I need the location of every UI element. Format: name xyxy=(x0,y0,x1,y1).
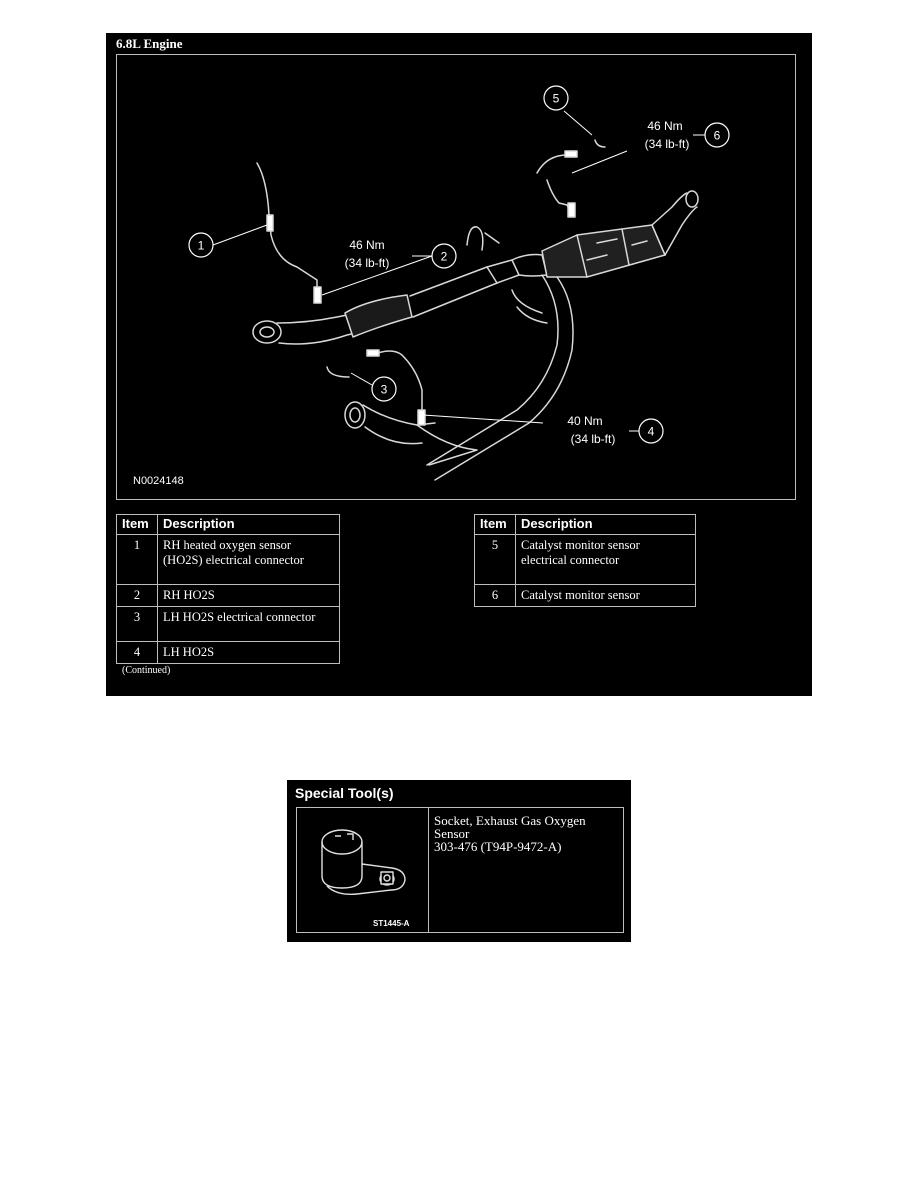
header-item: Item xyxy=(475,515,516,535)
continued-note: (Continued) xyxy=(122,665,171,676)
special-tools-panel xyxy=(287,780,631,942)
panel-title: 6.8L Engine xyxy=(116,36,183,51)
oxygen-sensor-socket-icon xyxy=(297,808,428,932)
callout-1-number: 1 xyxy=(197,238,205,253)
item-number: 6 xyxy=(475,585,516,607)
rh-pipe-flange xyxy=(253,321,281,343)
item-number: 5 xyxy=(475,535,516,585)
table-header-row xyxy=(117,515,340,535)
exhaust-diagram-panel xyxy=(106,33,812,696)
callout-2-number: 2 xyxy=(440,249,448,264)
callout-2-torque-lbft: (34 lb-ft) xyxy=(344,256,390,270)
item-description: Catalyst monitor sensor xyxy=(516,585,696,607)
pipe-hanger xyxy=(467,227,483,250)
item-table-right xyxy=(474,514,696,607)
table-row xyxy=(475,585,696,607)
tool-divider xyxy=(428,808,429,932)
tool-image-code: ST1445-A xyxy=(373,919,410,928)
callout-6-torque-lbft: (34 lb-ft) xyxy=(644,137,690,151)
lh-ho2s-harness xyxy=(327,351,422,415)
table-row xyxy=(117,607,340,642)
table-header-row xyxy=(475,515,696,535)
callout-4-torque-lbft: (34 lb-ft) xyxy=(570,432,616,446)
exhaust-system-illustration xyxy=(117,55,795,499)
callout-6-torque-nm: 46 Nm xyxy=(647,119,683,133)
table-row xyxy=(117,642,340,664)
table-row xyxy=(117,585,340,607)
callout-2-torque-nm: 46 Nm xyxy=(349,238,385,252)
tool-part-number: 303-476 (T94P-9472-A) xyxy=(434,839,562,854)
callout-3-number: 3 xyxy=(380,382,388,397)
header-item: Item xyxy=(117,515,158,535)
item-description xyxy=(516,535,696,585)
description-line: (HO2S) electrical connector xyxy=(163,553,304,567)
description-line: electrical connector xyxy=(521,553,620,567)
description-line: RH heated oxygen sensor xyxy=(163,538,292,552)
lh-pipe-flange xyxy=(345,402,365,428)
callout-6-number: 6 xyxy=(713,128,721,143)
resonator xyxy=(345,295,412,337)
item-description: LH HO2S electrical connector xyxy=(158,607,340,642)
lh-ho2s xyxy=(418,410,425,425)
description-line: Catalyst monitor sensor xyxy=(521,538,640,552)
header-description: Description xyxy=(158,515,340,535)
item-description: LH HO2S xyxy=(158,642,340,664)
item-description: RH HO2S xyxy=(158,585,340,607)
callout-4-number: 4 xyxy=(647,424,655,439)
table-row xyxy=(475,535,696,585)
crossover-pipe xyxy=(410,267,497,317)
catalytic-converter xyxy=(542,225,665,277)
tool-description-line: Socket, Exhaust Gas Oxygen xyxy=(434,813,586,828)
item-table-left xyxy=(116,514,340,664)
item-number: 4 xyxy=(117,642,158,664)
special-tools-title: Special Tool(s) xyxy=(295,785,394,801)
lh-down-pipe xyxy=(427,275,573,480)
callout-4-torque-nm: 40 Nm xyxy=(567,414,603,428)
catalyst-monitor-sensor xyxy=(568,203,575,217)
item-number: 1 xyxy=(117,535,158,585)
rh-ho2s-harness xyxy=(257,163,317,300)
special-tools-box xyxy=(296,807,624,933)
header-description: Description xyxy=(516,515,696,535)
callout-5-number: 5 xyxy=(552,91,560,106)
rh-ho2s xyxy=(314,287,321,303)
item-description xyxy=(158,535,340,585)
tool-description xyxy=(434,814,619,853)
item-number: 3 xyxy=(117,607,158,642)
figure-code: N0024148 xyxy=(133,475,184,487)
tool-description-line: Sensor xyxy=(434,826,470,841)
item-number: 2 xyxy=(117,585,158,607)
table-row xyxy=(117,535,340,585)
diagram-frame xyxy=(116,54,796,500)
